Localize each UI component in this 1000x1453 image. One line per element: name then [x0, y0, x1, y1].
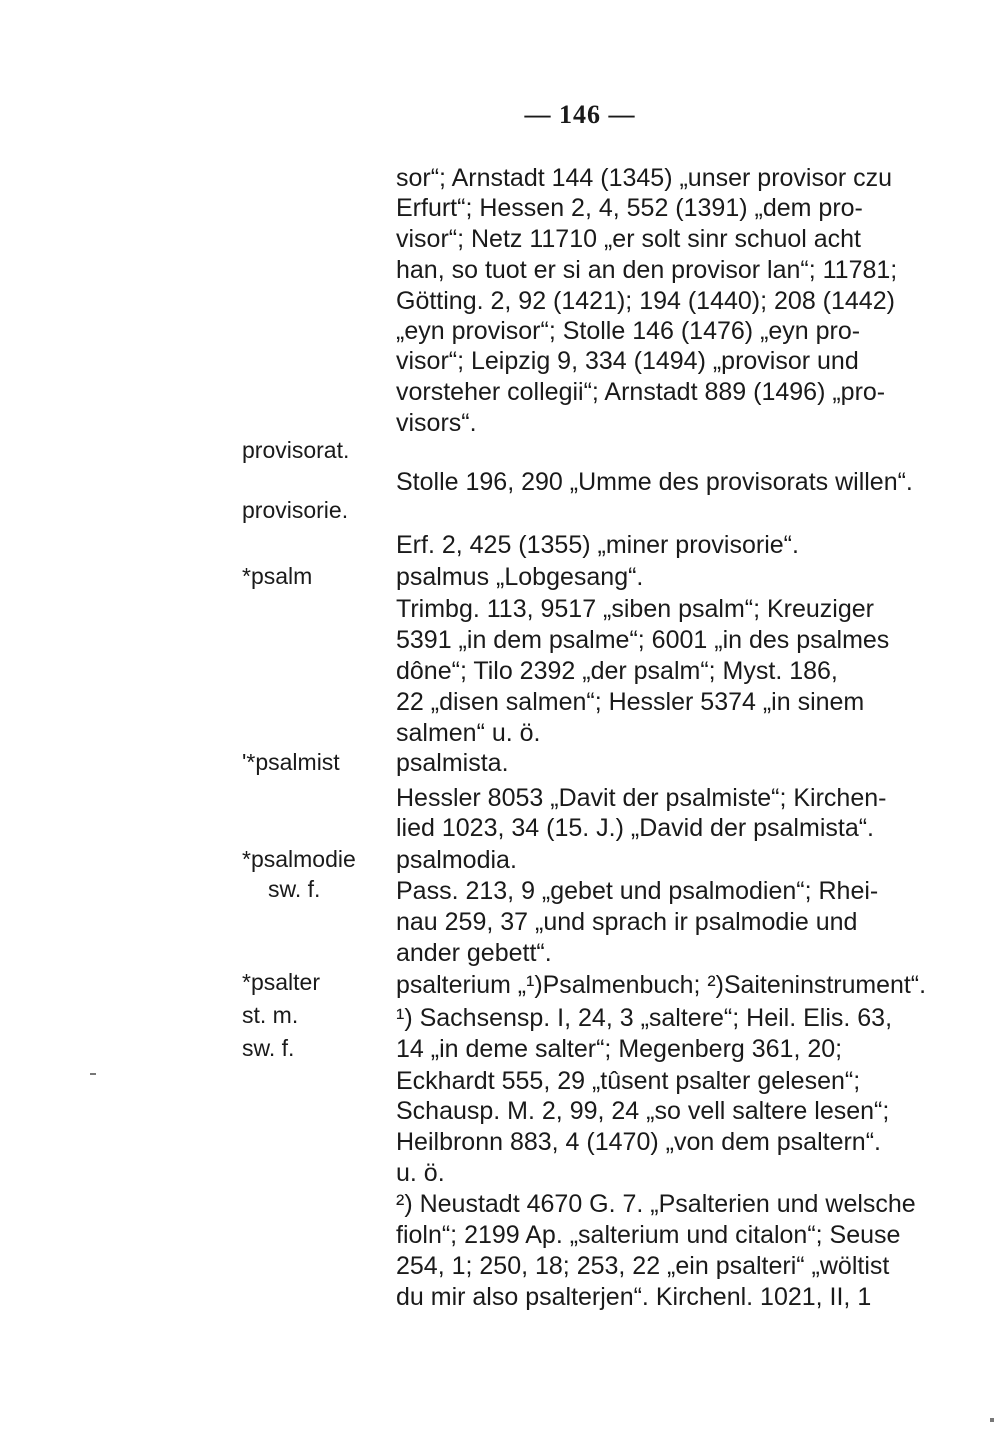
text-line: psalmus „Lobgesang“.	[396, 563, 644, 591]
scan-speck	[90, 1073, 96, 1075]
text-line: fioln“; 2199 Ap. „salterium und citalon“; Seuse	[396, 1221, 901, 1249]
text-line: Erfurt“; Hessen 2, 4, 552 (1391) „dem pro-	[396, 194, 863, 222]
text-line: 22 „disen salmen“; Hessler 5374 „in sinem	[396, 688, 865, 716]
text-line: visor“; Leipzig 9, 334 (1494) „provisor und	[396, 347, 859, 375]
scan-speck	[990, 1418, 994, 1422]
headword-psalmodie-gender: sw. f.	[268, 876, 321, 902]
text-line: „eyn provisor“; Stolle 146 (1476) „eyn pro-	[396, 317, 861, 345]
text-line: nau 259, 37 „und sprach ir psalmodie und	[396, 908, 858, 936]
text-line: han, so tuot er si an den provisor lan“; 11781;	[396, 256, 898, 284]
text-line: psalmista.	[396, 749, 509, 777]
page-number: — 146 —	[524, 100, 636, 129]
text-line: Schausp. M. 2, 99, 24 „so vell saltere lesen“;	[396, 1097, 890, 1125]
headword-psalter-gender-weak: sw. f.	[242, 1035, 295, 1061]
text-line: ander gebett“.	[396, 939, 552, 967]
text-line: u. ö.	[396, 1159, 445, 1187]
text-line: Eckhardt 555, 29 „tûsent psalter gelesen“;	[396, 1067, 861, 1095]
text-line: psalmodia.	[396, 846, 517, 874]
text-line: visor“; Netz 11710 „er solt sinr schuol acht	[396, 225, 862, 253]
text-line: 5391 „in dem psalme“; 6001 „in des psalmes	[396, 626, 890, 654]
headword-psalmodie: *psalmodie	[242, 846, 356, 872]
text-line: ¹) Sachsensp. I, 24, 3 „saltere“; Heil. Elis. 63,	[396, 1004, 893, 1032]
headword-psalter: *psalter	[242, 969, 320, 995]
text-line: 254, 1; 250, 18; 253, 22 „ein psalteri“ „wöltist	[396, 1252, 890, 1280]
text-line: psalterium „¹)Psalmenbuch; ²)Saiteninstrument“.	[396, 971, 927, 999]
text-line: ²) Neustadt 4670 G. 7. „Psalterien und welsche	[396, 1190, 916, 1218]
text-line: Heilbronn 883, 4 (1470) „von dem psaltern“.	[396, 1128, 881, 1156]
text-line: Trimbg. 113, 9517 „siben psalm“; Kreuziger	[396, 595, 874, 623]
text-line: vorsteher collegii“; Arnstadt 889 (1496) „pro-	[396, 378, 886, 406]
text-line: 14 „in deme salter“; Megenberg 361, 20;	[396, 1035, 843, 1063]
headword-psalter-gender-strong: st. m.	[242, 1002, 299, 1028]
text-line: salmen“ u. ö.	[396, 719, 541, 747]
text-line: Erf. 2, 425 (1355) „miner provisorie“.	[396, 531, 799, 559]
headword-psalm: *psalm	[242, 563, 313, 589]
text-line: Stolle 196, 290 „Umme des provisorats willen“.	[396, 468, 913, 496]
text-line: visors“.	[396, 409, 477, 437]
text-line: lied 1023, 34 (15. J.) „David der psalmista“.	[396, 814, 874, 842]
text-line: du mir also psalterjen“. Kirchenl. 1021, II, 1	[396, 1283, 872, 1311]
text-line: Hessler 8053 „Davit der psalmiste“; Kirchen-	[396, 784, 887, 812]
text-line: dône“; Tilo 2392 „der psalm“; Myst. 186,	[396, 657, 838, 685]
headword-provisorie: provisorie.	[242, 497, 349, 523]
text-line: Götting. 2, 92 (1421); 194 (1440); 208 (1442)	[396, 287, 895, 315]
text-line: sor“; Arnstadt 144 (1345) „unser provisor czu	[396, 164, 893, 192]
headword-provisorat: provisorat.	[242, 437, 350, 463]
headword-psalmist: '*psalmist	[242, 749, 340, 775]
text-line: Pass. 213, 9 „gebet und psalmodien“; Rhei-	[396, 877, 879, 905]
